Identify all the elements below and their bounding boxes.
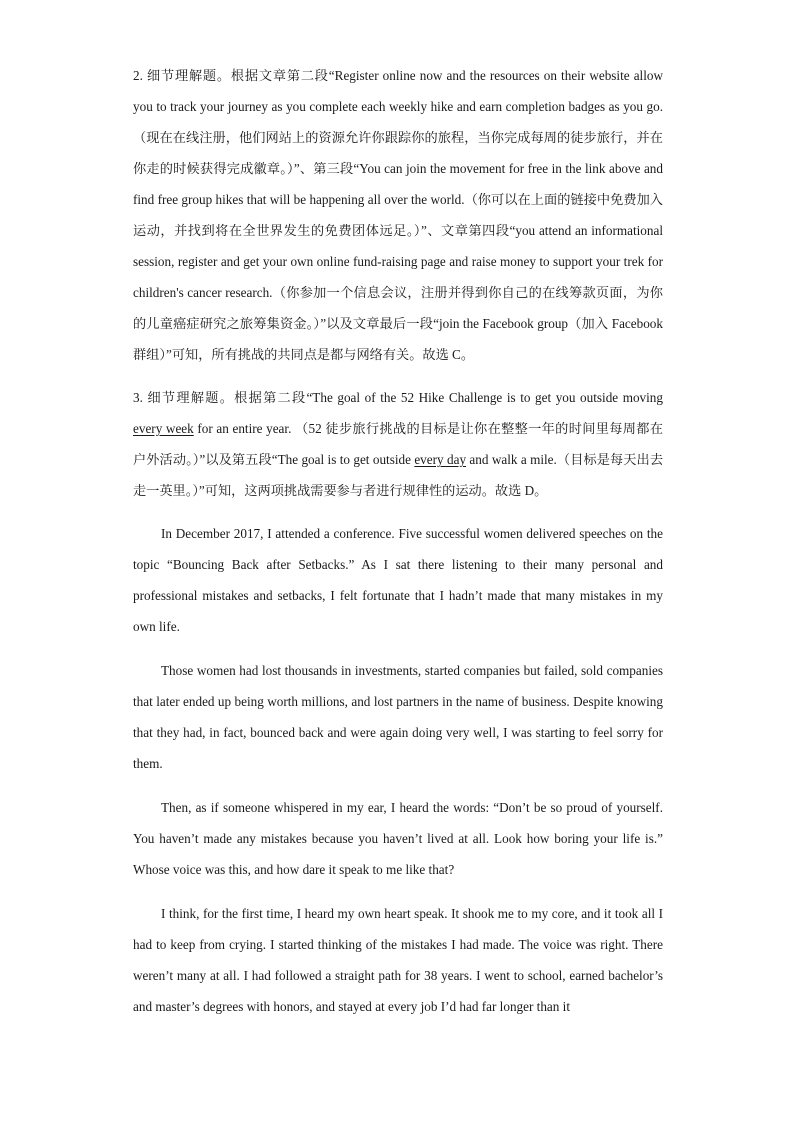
answer-3-text-c: and walk a mile.（目标是每天出去走一英里。）”可知，这两项挑战需要参与者进行规律性的运动。故选 D。	[133, 452, 664, 498]
answer-explanation-3	[133, 382, 663, 506]
answer-3-text-a: 3. 细节理解题。根据第二段“The goal of the 52 Hike Challenge is to get you outside moving	[133, 390, 663, 405]
underlined-every-week: every week	[133, 421, 194, 436]
answer-3-text-b: for an entire year. （52 徒步旅行挑战的目标是让你在整整一年的时间里每周都在户外活动。）”以及第五段“The goal is to get outside	[133, 421, 664, 467]
passage-paragraph-2: Those women had lost thousands in investments, started companies but failed, sold companies that later ended up being worth millions, and lost partners in the name of business. Despite knowing that they had, in fact, bounced back and were again doing very well, I was starting to feel sorry for them.	[133, 663, 663, 771]
document-content	[133, 60, 663, 1035]
passage-paragraph-4: I think, for the first time, I heard my own heart speak. It shook me to my core, and it took all I had to keep from crying. I started thinking of the mistakes I had made. The voice was right. There weren’t many at all. I had followed a straight path for 38 years. I went to school, earned bachelor’s and master’s degrees with honors, and stayed at every job I’d had far longer than it	[133, 906, 663, 1014]
underlined-every-day: every day	[414, 452, 467, 467]
answer-explanation-2	[133, 60, 663, 370]
passage-paragraph-1: In December 2017, I attended a conference. Five successful women delivered speeches on the topic “Bouncing Back after Setbacks.” As I sat there listening to their many personal and professional mistakes and setbacks, I felt fortunate that I hadn’t made that many mistakes in my own life.	[133, 526, 663, 634]
answer-2-text: 2. 细节理解题。根据文章第二段“Register online now and the resources on their website allow you to track your journey as you complete each weekly hike and earn completion badges as you go.（现在在线注册，他们网站上的资源允许你跟踪你的旅程，当你完成每周的徒步旅行，并在你走的时候获得完成徽章。）”、第三段“You can join the movement for free in the link above and find free group hikes that will be happening all over the world.（你可以在上面的链接中免费加入运动，并找到将在全世界发生的免费团体远足。）”、文章第四段“you attend an informational session, register and get your own online fund-raising page and raise money to support your trek for children's cancer research.（你参加一个信息会议，注册并得到你自己的在线筹款页面，为你的儿童癌症研究之旅筹集资金。）”以及文章最后一段“join the Facebook group（加入 Facebook 群组）”可知，所有挑战的共同点是都与网络有关。故选 C。	[133, 68, 663, 362]
passage-paragraph-3: Then, as if someone whispered in my ear, I heard the words: “Don’t be so proud of yourself. You haven’t made any mistakes because you haven’t lived at all. Look how boring your life is.” Whose voice was this, and how dare it speak to me like that?	[133, 800, 663, 877]
